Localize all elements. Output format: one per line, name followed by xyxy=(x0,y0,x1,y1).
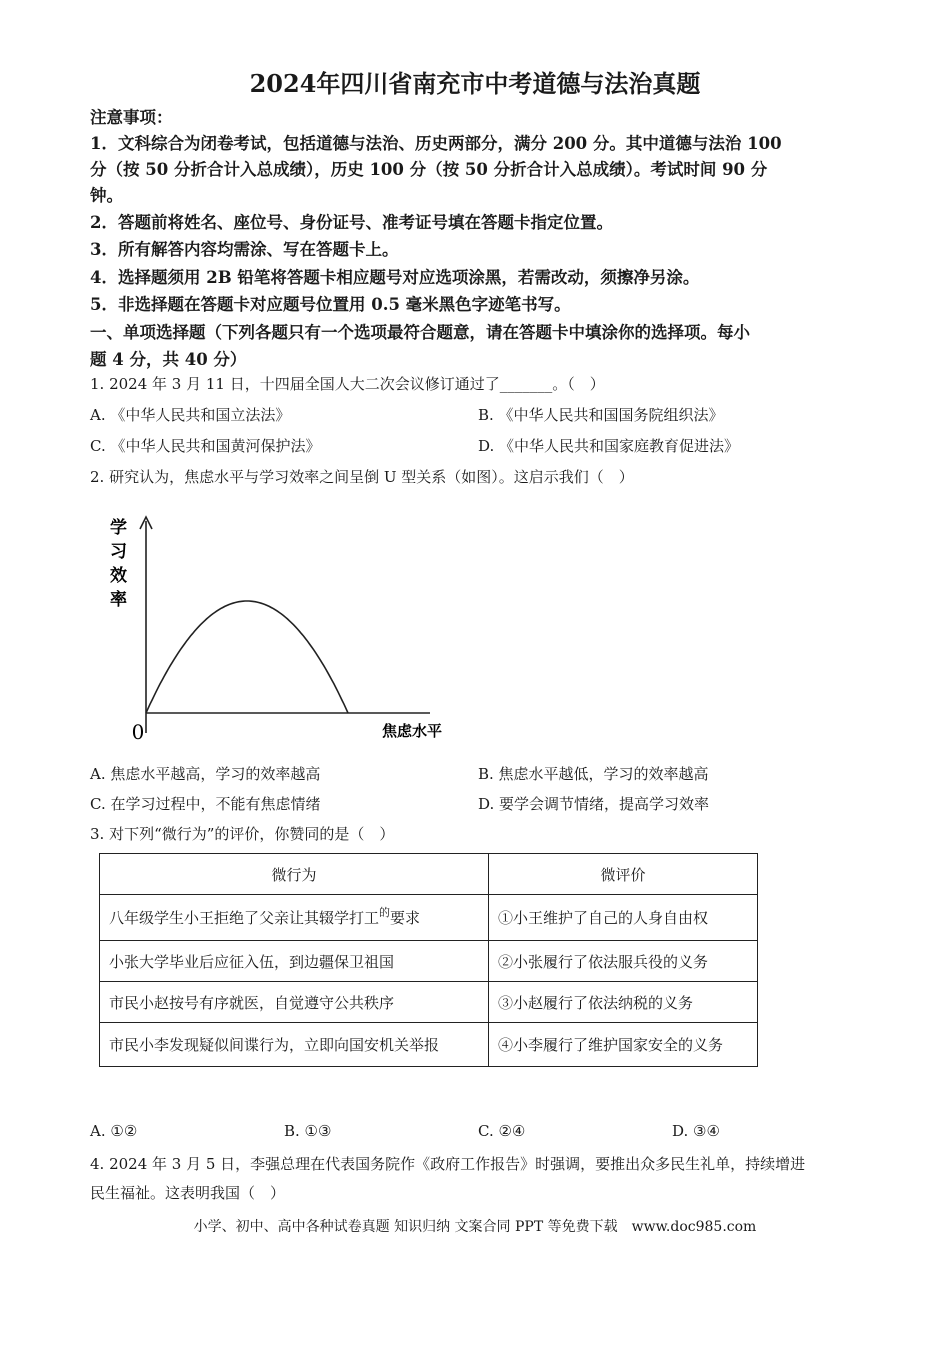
option-d: D. 要学会调节情绪，提高学习效率 xyxy=(478,795,710,813)
behavior-cell: 市民小赵按号有序就医，自觉遵守公共秩序 xyxy=(100,982,489,1023)
option-a: A. ①② xyxy=(90,1122,138,1140)
table-row xyxy=(100,941,758,982)
table-row xyxy=(100,895,758,941)
notice-line: 1．文科综合为闭卷考试，包括道德与法治、历史两部分，满分 200 分。其中道德与法治 100 xyxy=(90,134,782,153)
question-1-stem: 1. 2024 年 3 月 11 日，十四届全国人大二次会议修订通过了_______。（ ） xyxy=(90,375,605,393)
inverted-u-curve xyxy=(146,601,348,713)
behavior-cell: 八年级学生小王拒绝了父亲让其辍学打工$^的$要求 xyxy=(100,895,489,941)
evaluation-cell: ③小赵履行了依法纳税的义务 xyxy=(489,982,758,1023)
question-3-stem: 3. 对下列“微行为”的评价，你赞同的是（ ） xyxy=(90,825,395,843)
notice-item: 2．答题前将姓名、座位号、身份证号、准考证号填在答题卡指定位置。 xyxy=(90,213,613,232)
notice-item: 4．选择题须用 2B 铅笔将答题卡相应题号对应选项涂黑，若需改动，须擦净另涂。 xyxy=(90,268,700,287)
anxiety-efficiency-chart xyxy=(90,505,450,750)
notice-heading: 注意事项： xyxy=(90,108,173,127)
x-axis-label: 焦虑水平 xyxy=(382,722,443,740)
page-title: 2024年四川省南充市中考道德与法治真题 xyxy=(249,69,701,98)
question-2-stem: 2. 研究认为，焦虑水平与学习效率之间呈倒 U 型关系（如图）。这启示我们（ ） xyxy=(90,468,634,486)
section-heading: 题 4 分，共 40 分） xyxy=(90,350,247,369)
option-b: B. 焦虑水平越低，学习的效率越高 xyxy=(478,765,709,783)
footer-ad: 小学、初中、高中各种试卷真题 知识归纳 文案合同 PPT 等免费下载 www.doc985.com xyxy=(193,1219,757,1235)
question-4-stem: 4. 2024 年 3 月 5 日，李强总理在代表国务院作《政府工作报告》时强调，要推出众多民生礼单，持续增进 xyxy=(90,1155,806,1173)
table-row xyxy=(100,1023,758,1067)
y-axis-label-char: 习 xyxy=(110,542,127,562)
header-cell: 微行为 xyxy=(100,854,489,895)
behavior-table xyxy=(99,853,758,1067)
option-b: B. 《中华人民共和国国务院组织法》 xyxy=(478,406,724,424)
header-cell: 微评价 xyxy=(489,854,758,895)
y-axis-label-char: 学 xyxy=(110,518,127,538)
option-c: C. ②④ xyxy=(478,1122,526,1140)
origin-label: 0 xyxy=(131,720,145,744)
notice-line: 分（按 50 分折合计入总成绩），历史 100 分（按 50 分折合计入总成绩）。考试时间 90 分 xyxy=(90,160,768,179)
option-a: A. 《中华人民共和国立法法》 xyxy=(90,406,291,424)
notice-item: 5．非选择题在答题卡对应题号位置用 0.5 毫米黑色字迹笔书写。 xyxy=(90,295,571,314)
option-d: D. 《中华人民共和国家庭教育促进法》 xyxy=(478,437,740,455)
y-axis-label-char: 率 xyxy=(110,590,127,610)
option-a: A. 焦虑水平越高，学习的效率越高 xyxy=(90,765,321,783)
table-header xyxy=(100,854,758,895)
question-4-stem: 民生福祉。这表明我国（ ） xyxy=(90,1184,286,1202)
option-d: D. ③④ xyxy=(672,1122,720,1140)
evaluation-cell: ④小李履行了维护国家安全的义务 xyxy=(489,1023,758,1067)
evaluation-cell: ②小张履行了依法服兵役的义务 xyxy=(489,941,758,982)
option-c: C. 在学习过程中，不能有焦虑情绪 xyxy=(90,795,321,813)
option-c: C. 《中华人民共和国黄河保护法》 xyxy=(90,437,321,455)
behavior-cell: 市民小李发现疑似间谍行为，立即向国安机关举报 xyxy=(100,1023,489,1067)
notice-line: 钟。 xyxy=(90,186,123,205)
evaluation-cell: ①小王维护了自己的人身自由权 xyxy=(489,895,758,941)
table-row xyxy=(100,982,758,1023)
section-heading: 一、单项选择题（下列各题只有一个选项最符合题意，请在答题卡中填涂你的选择项。每小 xyxy=(90,323,750,342)
notice-item: 3．所有解答内容均需涂、写在答题卡上。 xyxy=(90,240,399,259)
behavior-cell: 小张大学毕业后应征入伍，到边疆保卫祖国 xyxy=(100,941,489,982)
option-b: B. ①③ xyxy=(284,1122,332,1140)
y-axis-label-char: 效 xyxy=(110,566,127,586)
